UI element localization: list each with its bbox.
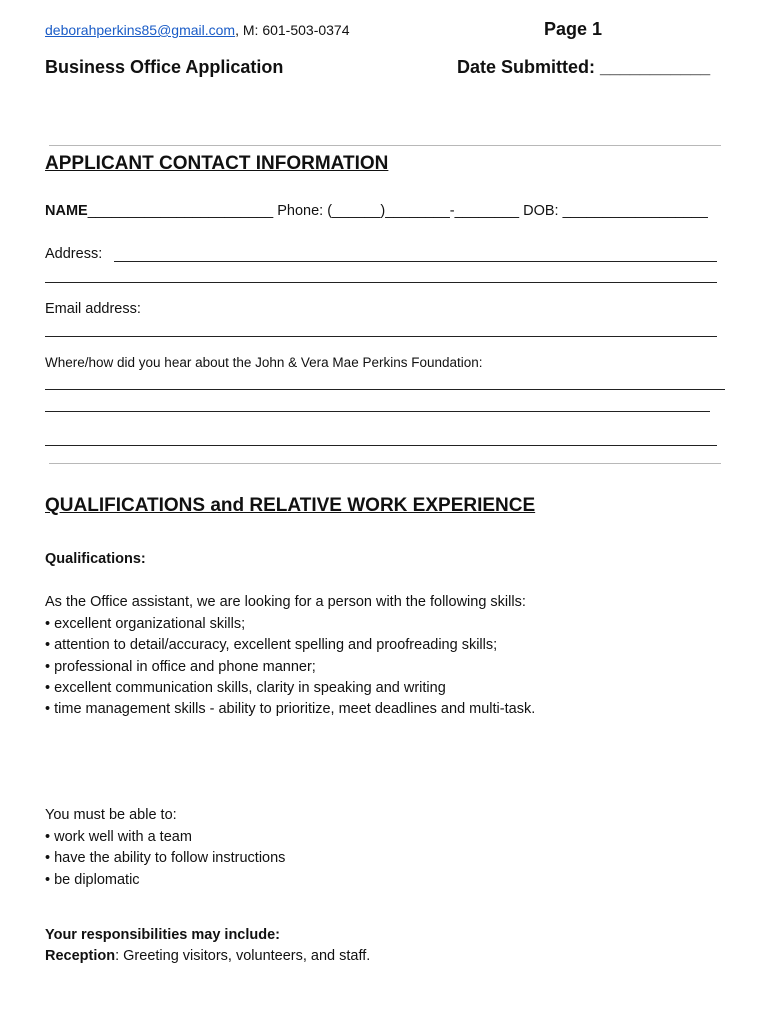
page-title: Business Office Application bbox=[45, 57, 284, 77]
heard-field-line-1[interactable] bbox=[45, 389, 725, 390]
responsibilities-heading: Your responsibilities may include: bbox=[45, 927, 281, 943]
qualifications-subheading: Qualifications: bbox=[45, 551, 146, 567]
header-contact bbox=[45, 22, 350, 38]
phone-text: , M: 601-503-0374 bbox=[235, 22, 350, 38]
heard-label: Where/how did you hear about the John & Vera Mae Perkins Foundation: bbox=[45, 355, 483, 370]
name-phone-dob-row bbox=[45, 203, 708, 219]
divider bbox=[49, 145, 721, 146]
list-item: • have the ability to follow instructions bbox=[45, 848, 285, 869]
heard-field-line-3[interactable] bbox=[45, 445, 717, 446]
list-item: • attention to detail/accuracy, excellent spelling and proofreading skills; bbox=[45, 635, 535, 656]
list-item: • professional in office and phone manner; bbox=[45, 657, 535, 678]
name-label: NAME bbox=[45, 203, 88, 219]
address-field[interactable] bbox=[114, 261, 717, 262]
name-field[interactable]: _______________________ bbox=[87, 203, 274, 219]
must-list bbox=[45, 827, 285, 891]
address-label: Address: bbox=[45, 246, 103, 262]
list-item: • excellent organizational skills; bbox=[45, 614, 535, 635]
list-item: • work well with a team bbox=[45, 827, 285, 848]
heard-field-line-2[interactable] bbox=[45, 411, 710, 412]
page-label: Page 1 bbox=[544, 19, 603, 39]
email-field[interactable] bbox=[45, 336, 717, 337]
skills-list bbox=[45, 614, 535, 720]
email-link[interactable]: deborahperkins85@gmail.com bbox=[45, 22, 236, 38]
must-intro: You must be able to: bbox=[45, 807, 177, 823]
reception-label: Reception bbox=[45, 948, 116, 964]
phone-dob-field[interactable]: Phone: (______)________-________ DOB: __________________ bbox=[273, 203, 708, 219]
date-submitted: Date Submitted: ___________ bbox=[457, 57, 711, 77]
list-item: • excellent communication skills, clarity in speaking and writing bbox=[45, 678, 535, 699]
address-field-line-2[interactable] bbox=[45, 282, 717, 283]
skills-intro: As the Office assistant, we are looking for a person with the following skills: bbox=[45, 594, 526, 610]
list-item: • be diplomatic bbox=[45, 870, 285, 891]
divider bbox=[49, 463, 721, 464]
section-heading-contact: APPLICANT CONTACT INFORMATION bbox=[45, 153, 389, 174]
email-label: Email address: bbox=[45, 301, 141, 317]
reception-text: : Greeting visitors, volunteers, and staff. bbox=[115, 948, 371, 964]
reception-line bbox=[45, 948, 370, 964]
section-heading-qualifications: QUALIFICATIONS and RELATIVE WORK EXPERIENCE bbox=[45, 495, 536, 516]
list-item: • time management skills - ability to prioritize, meet deadlines and multi-task. bbox=[45, 699, 535, 720]
